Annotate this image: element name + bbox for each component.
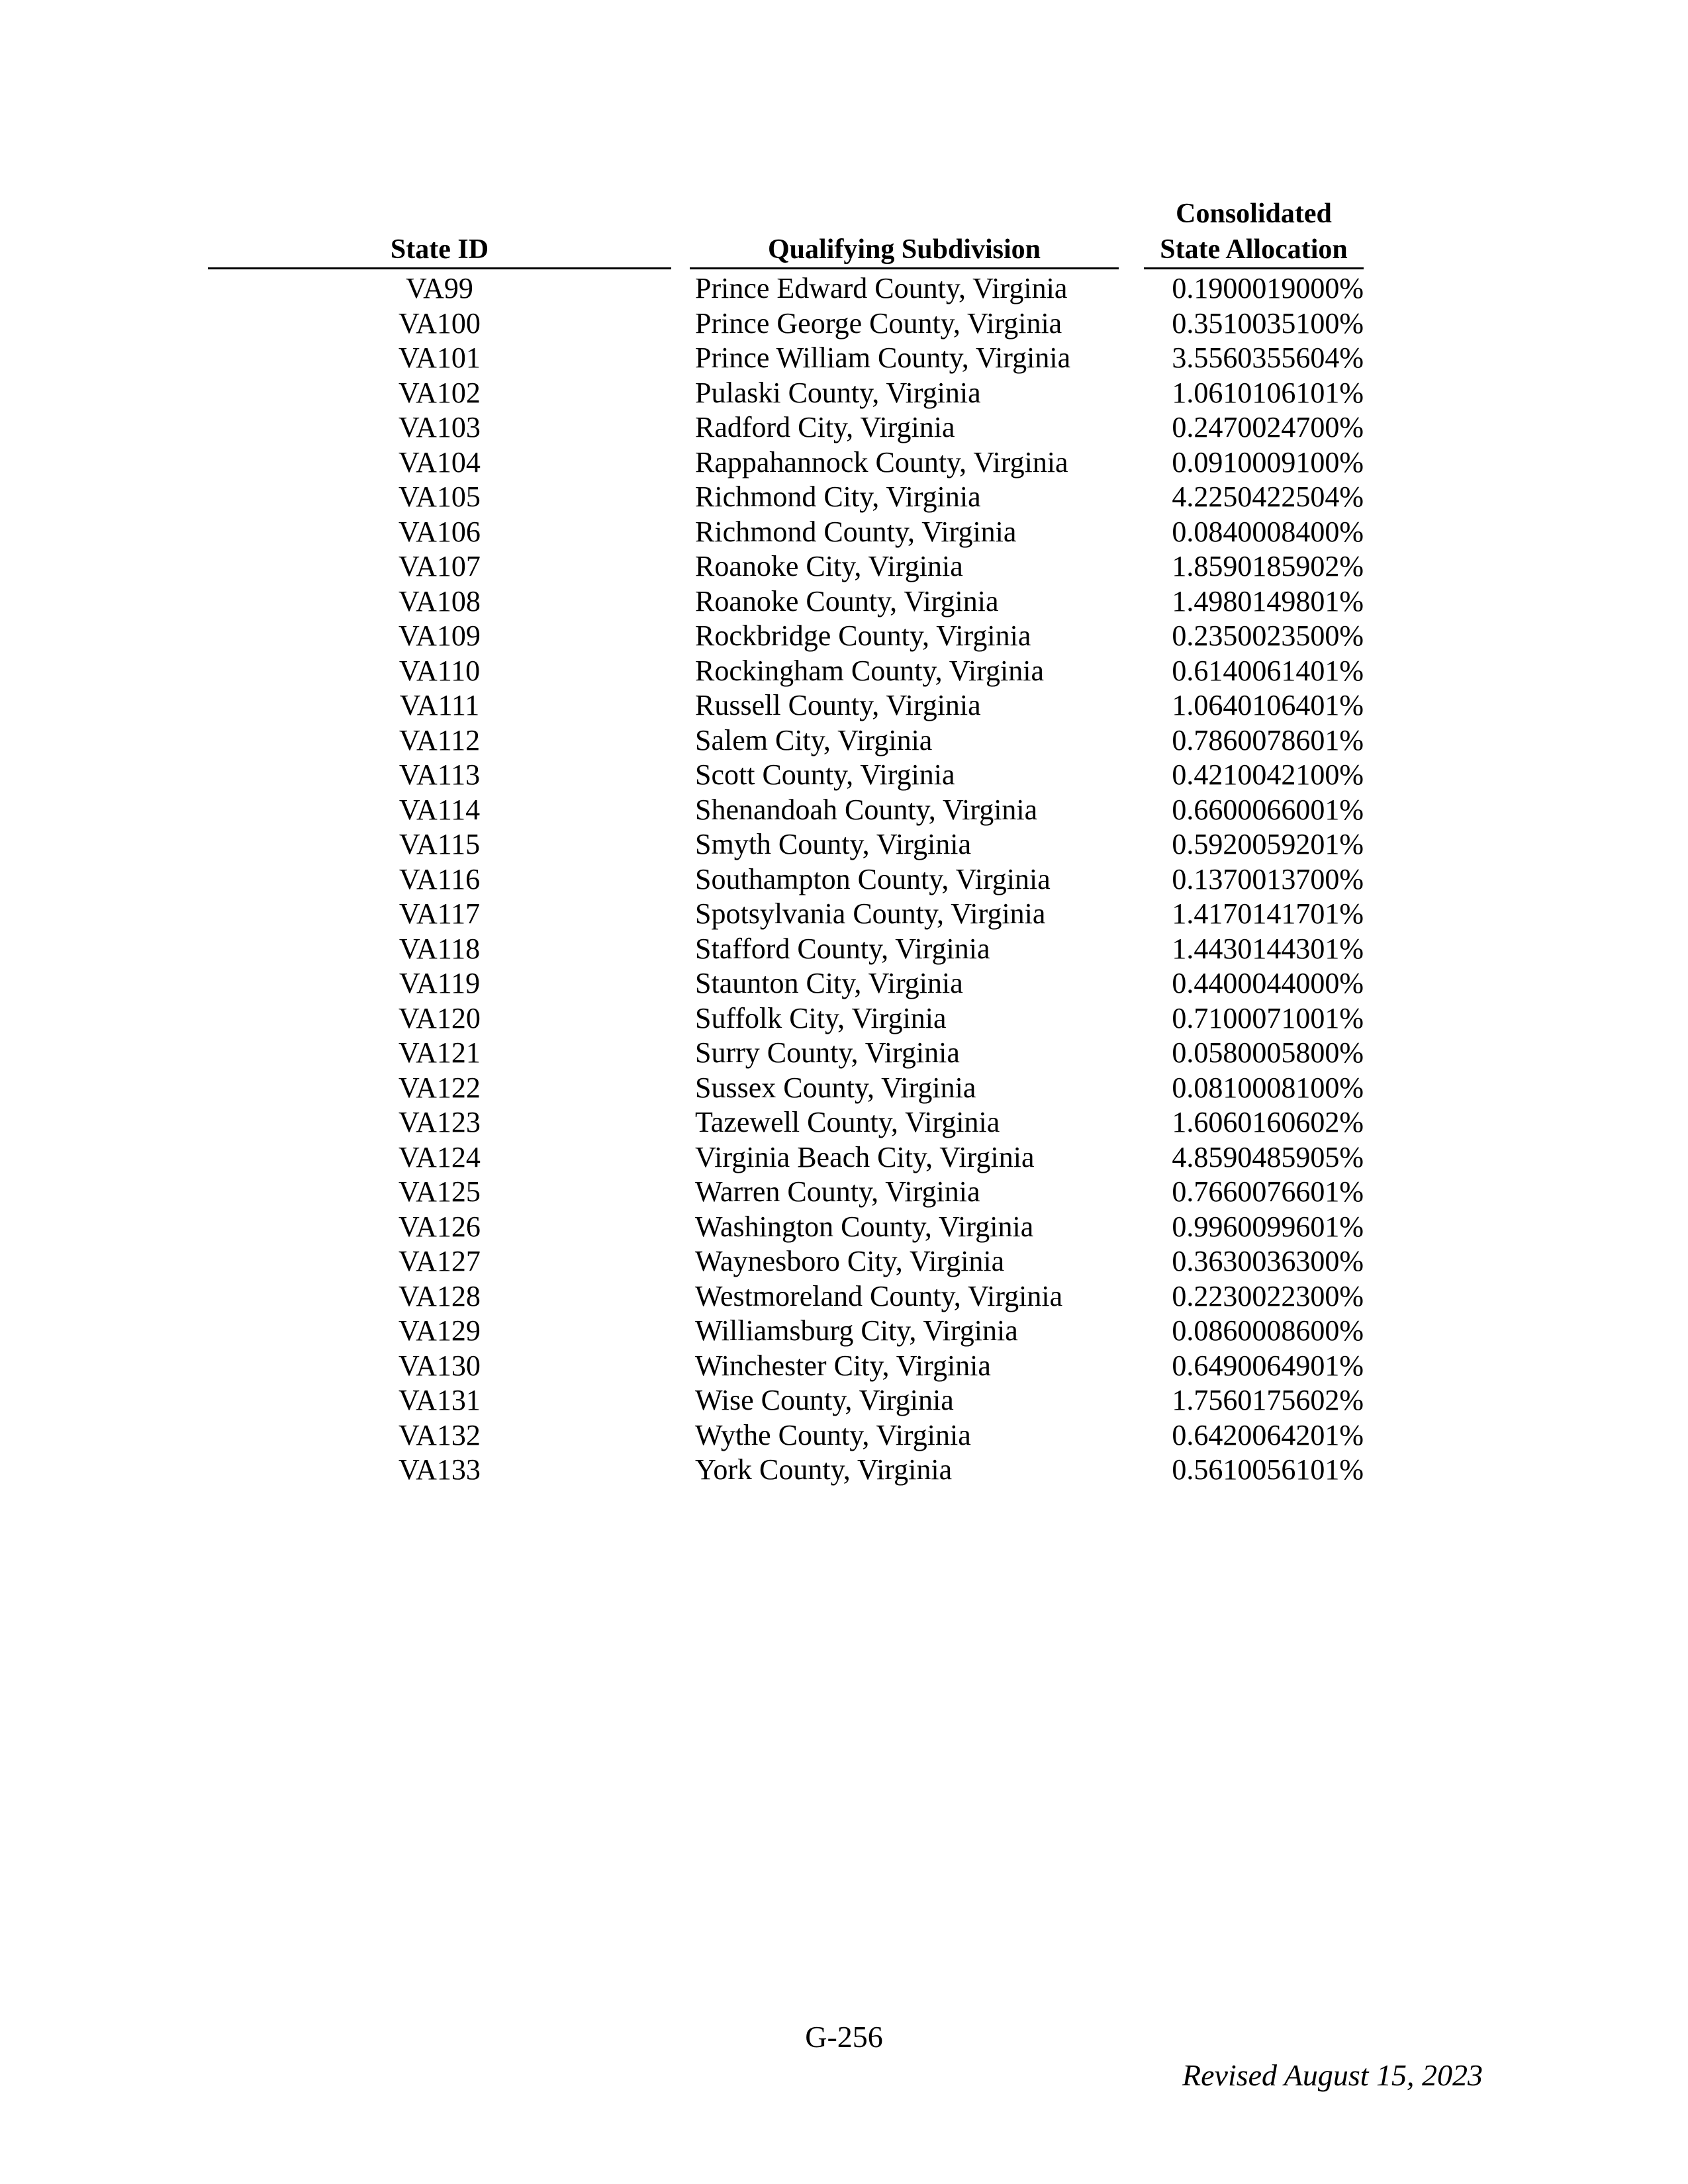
header-consolidated-state-allocation [1144,196,1364,269]
allocation-cell: 0.1900019000% [1172,272,1364,304]
allocation-cell: 0.6140061401% [1172,654,1364,687]
subdivision-cell: Williamsburg City, Virginia [695,1314,1018,1347]
state-id-cell: VA102 [399,376,481,409]
subdivision-cell: Sussex County, Virginia [695,1071,976,1104]
state-id-cell: VA130 [399,1349,481,1382]
table-row [0,515,1688,550]
state-id-cell: VA109 [399,619,481,652]
allocation-cell: 1.4430144301% [1172,932,1364,965]
table-row [0,549,1688,584]
state-id-cell: VA106 [399,515,481,548]
state-id-cell: VA129 [399,1314,481,1347]
state-id-cell: VA104 [399,445,481,478]
table-row [0,1071,1688,1106]
state-id-cell: VA127 [399,1245,481,1277]
table-row [0,410,1688,445]
table-row [0,1383,1688,1418]
subdivision-cell: Winchester City, Virginia [695,1349,991,1382]
allocation-cell: 0.5610056101% [1172,1453,1364,1486]
subdivision-cell: Scott County, Virginia [695,758,955,791]
subdivision-cell: Richmond County, Virginia [695,515,1017,548]
state-id-cell: VA118 [399,932,481,965]
table-row [0,1418,1688,1453]
table-row [0,271,1688,306]
subdivision-cell: Warren County, Virginia [695,1175,980,1208]
allocation-cell: 0.4210042100% [1172,758,1364,791]
state-id-cell: VA110 [399,654,481,687]
state-id-cell: VA128 [399,1279,481,1312]
subdivision-cell: Richmond City, Virginia [695,480,981,513]
table-row [0,1453,1688,1488]
subdivision-cell: Shenandoah County, Virginia [695,793,1038,826]
allocation-cell: 1.0610106101% [1172,376,1364,409]
state-id-cell: VA108 [399,584,481,617]
table-row [0,619,1688,654]
state-id-cell: VA101 [399,341,481,374]
table-row [0,480,1688,515]
state-id-cell: VA115 [399,828,481,860]
subdivision-cell: Russell County, Virginia [695,689,981,721]
state-id-cell: VA125 [399,1175,481,1208]
allocation-cell: 4.8590485905% [1172,1140,1364,1173]
table-row [0,1279,1688,1314]
subdivision-cell: Southampton County, Virginia [695,862,1051,895]
allocation-cell: 0.9960099601% [1172,1210,1364,1243]
table-row [0,341,1688,376]
table-row [0,376,1688,411]
header-state-id: State ID [208,232,671,269]
state-id-cell: VA124 [399,1140,481,1173]
table-row [0,723,1688,758]
allocation-cell: 1.4170141701% [1172,897,1364,930]
allocation-cell: 1.4980149801% [1172,584,1364,617]
state-id-cell: VA131 [399,1384,481,1416]
subdivision-cell: Washington County, Virginia [695,1210,1034,1243]
subdivision-cell: Surry County, Virginia [695,1036,960,1069]
state-id-cell: VA105 [399,480,481,513]
revision-date: Revised August 15, 2023 [1182,2058,1483,2092]
table-row [0,862,1688,897]
allocation-cell: 0.0580005800% [1172,1036,1364,1069]
table-row [0,1001,1688,1036]
header-allocation-line2: State Allocation [1160,234,1348,265]
subdivision-cell: Westmoreland County, Virginia [695,1279,1063,1312]
allocation-cell: 1.6060160602% [1172,1106,1364,1138]
allocation-cell: 0.3630036300% [1172,1245,1364,1277]
state-id-cell: VA121 [399,1036,481,1069]
state-id-cell: VA132 [399,1418,481,1451]
subdivision-cell: Smyth County, Virginia [695,828,972,860]
state-id-cell: VA119 [399,967,481,999]
subdivision-cell: Suffolk City, Virginia [695,1001,947,1034]
subdivision-cell: Rockingham County, Virginia [695,654,1044,687]
subdivision-cell: Prince William County, Virginia [695,341,1071,374]
subdivision-cell: Waynesboro City, Virginia [695,1245,1005,1277]
subdivision-cell: Stafford County, Virginia [695,932,990,965]
state-id-cell: VA107 [399,550,481,582]
state-id-cell: VA116 [399,862,481,895]
allocation-cell: 0.4400044000% [1172,967,1364,999]
allocation-cell: 0.0840008400% [1172,515,1364,548]
allocation-cell: 0.7860078601% [1172,723,1364,756]
table-row [0,1175,1688,1210]
table-row [0,966,1688,1001]
subdivision-cell: Rockbridge County, Virginia [695,619,1031,652]
state-id-cell: VA123 [399,1106,481,1138]
table-row [0,827,1688,862]
allocation-cell: 0.0860008600% [1172,1314,1364,1347]
allocation-cell: 0.2230022300% [1172,1279,1364,1312]
table-row [0,584,1688,619]
subdivision-cell: Prince Edward County, Virginia [695,272,1068,304]
subdivision-cell: Spotsylvania County, Virginia [695,897,1046,930]
state-id-cell: VA103 [399,411,481,443]
state-id-cell: VA122 [399,1071,481,1104]
table-row [0,445,1688,480]
allocation-cell: 0.6490064901% [1172,1349,1364,1382]
subdivision-cell: Roanoke County, Virginia [695,584,999,617]
allocation-cell: 0.6420064201% [1172,1418,1364,1451]
state-id-cell: VA120 [399,1001,481,1034]
allocation-cell: 0.3510035100% [1172,306,1364,340]
table-row [0,758,1688,793]
state-id-cell: VA99 [406,272,473,304]
subdivision-cell: Tazewell County, Virginia [695,1106,1000,1138]
allocation-cell: 1.8590185902% [1172,550,1364,582]
allocation-cell: 0.7660076601% [1172,1175,1364,1208]
subdivision-cell: Staunton City, Virginia [695,967,963,999]
table-row [0,654,1688,689]
state-id-cell: VA117 [399,897,481,930]
allocation-cell: 0.2470024700% [1172,411,1364,443]
state-id-cell: VA114 [399,793,481,826]
table-row [0,1314,1688,1349]
table-row [0,1210,1688,1245]
table-row [0,1349,1688,1384]
allocation-cell: 3.5560355604% [1172,341,1364,374]
allocation-cell: 0.0810008100% [1172,1071,1364,1104]
table-row [0,306,1688,341]
allocation-cell: 1.0640106401% [1172,689,1364,721]
subdivision-cell: Rappahannock County, Virginia [695,445,1068,478]
state-id-cell: VA126 [399,1210,481,1243]
subdivision-cell: York County, Virginia [695,1453,953,1486]
subdivision-cell: Roanoke City, Virginia [695,550,963,582]
header-allocation-line1: Consolidated [1176,199,1332,229]
allocation-cell: 0.6600066001% [1172,793,1364,826]
subdivision-cell: Salem City, Virginia [695,723,933,756]
subdivision-cell: Prince George County, Virginia [695,306,1062,340]
state-id-cell: VA112 [399,723,481,756]
subdivision-cell: Radford City, Virginia [695,411,955,443]
table-row [0,932,1688,967]
allocation-cell: 0.0910009100% [1172,445,1364,478]
subdivision-cell: Wise County, Virginia [695,1384,954,1416]
subdivision-cell: Wythe County, Virginia [695,1418,971,1451]
allocation-cell: 0.5920059201% [1172,828,1364,860]
header-qualifying-subdivision: Qualifying Subdivision [690,232,1119,269]
allocation-table-body [0,271,1688,1488]
state-id-cell: VA133 [399,1453,481,1486]
subdivision-cell: Pulaski County, Virginia [695,376,981,409]
allocation-cell: 0.1370013700% [1172,862,1364,895]
state-id-cell: VA113 [399,758,481,791]
table-row [0,897,1688,932]
table-row [0,1244,1688,1279]
subdivision-cell: Virginia Beach City, Virginia [695,1140,1035,1173]
allocation-cell: 0.7100071001% [1172,1001,1364,1034]
table-row [0,1105,1688,1140]
table-row [0,1036,1688,1071]
state-id-cell: VA100 [399,306,481,340]
page-number: G-256 [805,2020,883,2054]
table-row [0,688,1688,723]
state-id-cell: VA111 [399,689,480,721]
table-row [0,793,1688,828]
allocation-cell: 1.7560175602% [1172,1384,1364,1416]
allocation-cell: 4.2250422504% [1172,480,1364,513]
allocation-cell: 0.2350023500% [1172,619,1364,652]
table-row [0,1140,1688,1175]
